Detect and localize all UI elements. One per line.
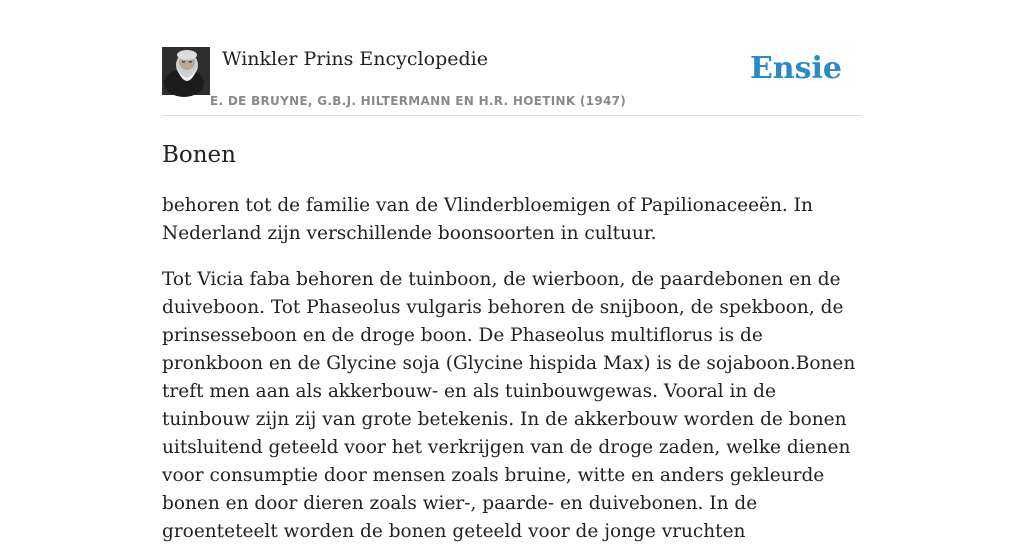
article-paragraph: behoren tot de familie van de Vlinderbloemigen of Papilionaceeën. In Nederland zijn verschillende boonsoorten in cultuur. <box>162 195 813 244</box>
header <box>162 47 862 116</box>
ensie-logo[interactable]: Ensie <box>749 51 842 86</box>
author-avatar[interactable] <box>162 47 210 95</box>
entry-title: Bonen <box>162 142 236 168</box>
publication-authors: E. DE BRUYNE, G.B.J. HILTERMANN EN H.R. HOETINK (1947) <box>210 94 627 108</box>
bearded-man-portrait-icon <box>162 47 210 95</box>
article-paragraph: Tot Vicia faba behoren de tuinboon, de wierboon, de paardebonen en de duiveboon. Tot Phaseolus vulgaris behoren de snijboon, de spekboon, de prinsesseboon en de droge boon. De Phaseolus multiflorus is de pronkboon en de Glycine soja (Glycine hispida Max) is de sojaboon.Bonen treft men aan als akkerbouw- en als tuinbouwgewas. Vooral in de tuinbouw zijn zij van grote betekenis. In de akkerbouw worden de bonen uitsluitend geteeld voor het verkrijgen van de droge zaden, welke dienen voor consumptie door mensen zoals bruine, witte en anders gekleurde bonen en door dieren zoals wier-, paarde- en duivebonen. In de groenteteelt worden de bonen geteeld voor de jonge vruchten <box>162 269 856 542</box>
page <box>162 0 862 546</box>
publication-title[interactable]: Winkler Prins Encyclopedie <box>222 48 488 70</box>
